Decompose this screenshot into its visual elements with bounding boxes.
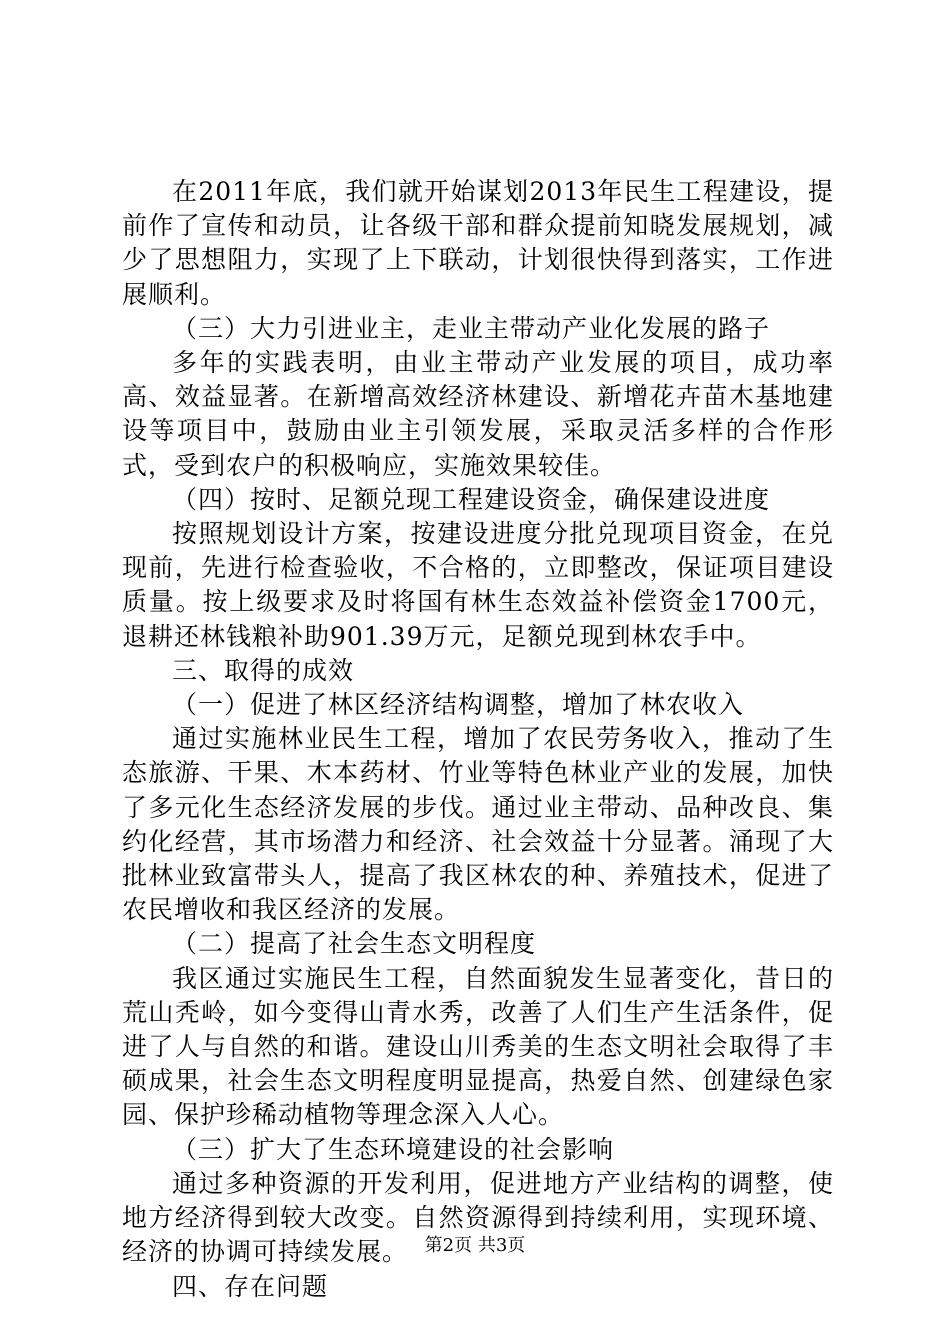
paragraph-economy: 通过实施林业民生工程，增加了农民劳务收入，推动了生态旅游、干果、木本药材、竹业等特色林业产业的发展，加快了多元化生态经济发展的步伐。通过业主带动、品种改良、集约化经营，其市场潜力和经济、社会效益十分显著。涌现了大批林业致富带头人，提高了我区林农的种、养殖技术，促进了农民增收和我区经济的发展。 xyxy=(122,724,834,925)
section-heading-1-economy: （一）促进了林区经济结构调整，增加了林农收入 xyxy=(172,690,745,720)
document-body xyxy=(122,175,834,1304)
chapter-heading-problems: 四、存在问题 xyxy=(172,1271,329,1301)
section-heading-4-funding: （四）按时、足额兑现工程建设资金，确保建设进度 xyxy=(172,484,771,514)
paragraph-planning: 在2011年底，我们就开始谋划2013年民生工程建设，提前作了宣传和动员，让各级干部和群众提前知晓发展规划，减少了思想阻力，实现了上下联动，计划很快得到落实，工作进展顺利。 xyxy=(122,177,834,309)
section-heading-2-civilization: （二）提高了社会生态文明程度 xyxy=(172,929,537,959)
paragraph-funding: 按照规划设计方案，按建设进度分批兑现项目资金，在兑现前，先进行检查验收，不合格的，立即整改，保证项目建设质量。按上级要求及时将国有林生态效益补偿资金1700元，退耕还林钱粮补助901.39万元，足额兑现到林农手中。 xyxy=(122,519,834,651)
paragraph-civilization: 我区通过实施民生工程，自然面貌发生显著变化，昔日的荒山秃岭，如今变得山青水秀，改善了人们生产生活条件，促进了人与自然的和谐。建设山川秀美的生态文明社会取得了丰硕成果，社会生态文明程度明显提高，热爱自然、创建绿色家园、保护珍稀动植物等理念深入人心。 xyxy=(122,963,834,1130)
chapter-heading-results: 三、取得的成效 xyxy=(172,655,355,685)
section-heading-3-introduce-owners: （三）大力引进业主，走业主带动产业化发展的路子 xyxy=(172,313,771,343)
paragraph-influence: 通过多种资源的开发利用，促进地方产业结构的调整，使地方经济得到较大改变。自然资源得到持续利用，实现环境、经济的协调可持续发展。 xyxy=(122,1168,834,1267)
paragraph-owner-driven: 多年的实践表明，由业主带动产业发展的项目，成功率高、效益显著。在新增高效经济林建设、新增花卉苗木基地建设等项目中，鼓励由业主引领发展，采取灵活多样的合作形式，受到农户的积极响应，实施效果较佳。 xyxy=(122,348,834,480)
page-footer: 第2页 共3页 xyxy=(424,1235,526,1256)
section-heading-3-influence: （三）扩大了生态环境建设的社会影响 xyxy=(172,1134,615,1164)
